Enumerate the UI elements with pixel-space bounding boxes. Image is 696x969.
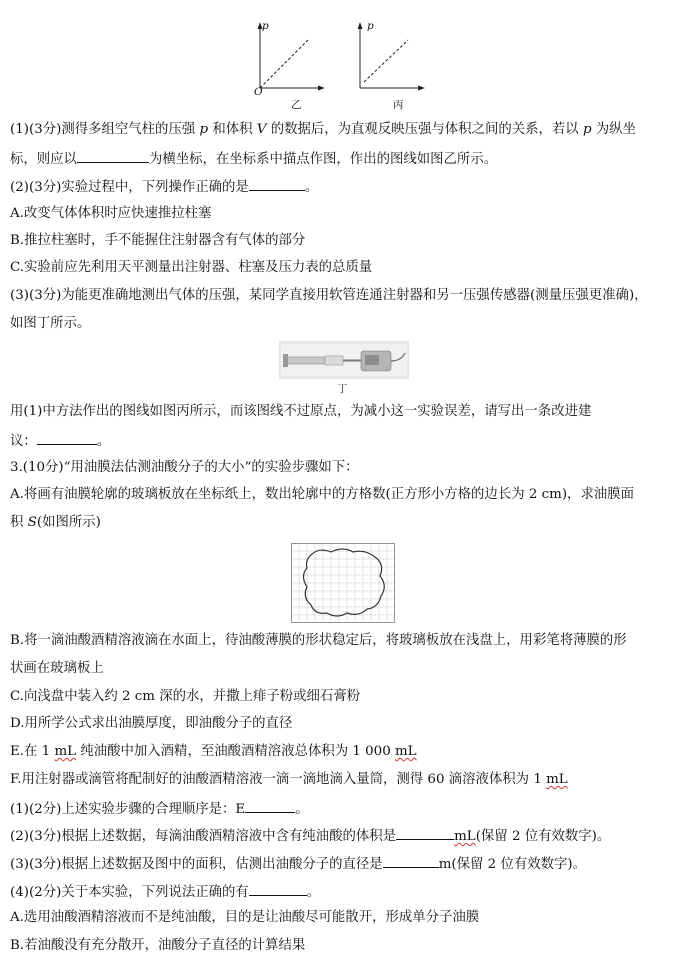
option-b: B.推拉柱塞时，手不能握住注射器含有气体的部分 <box>10 233 306 248</box>
option-3-a: A.选用油酸酒精溶液而不是纯油酸，目的是让油酸尽可能散开，形成单分子油膜 <box>10 910 480 925</box>
question-3-heading: 3.(10分)“用油膜法估测油酸分子的大小”的实验步骤如下： <box>10 460 359 475</box>
graph-bing-caption: 丙 <box>393 99 404 111</box>
answer-blank[interactable] <box>396 826 454 840</box>
question-1-line-2: 标，则应以 为横坐标，在坐标系中描点作图，作出的图线如图乙所示。 <box>10 149 497 169</box>
graph-yi <box>250 20 330 112</box>
question-3-1: (1)(2分)上述实验步骤的合理顺序是：E 。 <box>10 799 309 819</box>
step-b-line-1: B.将一滴油酸酒精溶液滴在水面上，待油酸薄膜的形状稳定后，将玻璃板放在浅盘上，用彩笔将薄膜的形 <box>10 633 627 648</box>
answer-blank[interactable] <box>383 854 439 868</box>
graph-yi-origin: O <box>254 86 263 98</box>
answer-blank[interactable] <box>249 177 305 191</box>
answer-blank[interactable] <box>37 431 97 445</box>
option-a: A.改变气体体积时应快速推拉柱塞 <box>10 206 212 221</box>
question-3-2: (2)(3分)根据上述数据，每滴油酸酒精溶液中含有纯油酸的体积是 mL(保留 2 位有效数字)。 <box>10 826 610 846</box>
question-3-line-1: (3)(3分)为能更准确地测出气体的压强，某同学直接用软管连通注射器和另一压强传感器(测量压强更准确)， <box>10 288 648 303</box>
step-c: C.向浅盘中装入约 2 cm 深的水，并撒上痱子粉或细石膏粉 <box>10 689 361 704</box>
question-1-line-1: (1)(3分)测得多组空气柱的压强 p 和体积 V 的数据后，为直观反映压强与体积之间的关系，若以 p 为纵坐 <box>10 122 636 137</box>
step-a-line-2: 积 S(如图所示) <box>10 515 101 530</box>
graph-bing-axis-label: p <box>367 20 374 32</box>
oil-film-grid <box>291 543 395 623</box>
graph-yi-caption: 乙 <box>291 99 302 111</box>
answer-blank[interactable] <box>249 882 307 896</box>
fade-overlay <box>318 928 696 954</box>
question-3-line-2: 如图丁所示。 <box>10 316 91 331</box>
option-3-b: B.若油酸没有充分散开，油酸分子直径的计算结果 <box>10 938 306 953</box>
suggestion-line-2: 议： 。 <box>10 431 110 451</box>
step-d: D.用所学公式求出油膜厚度，即油酸分子的直径 <box>10 716 293 731</box>
answer-blank[interactable] <box>245 799 295 813</box>
answer-blank[interactable] <box>77 149 149 163</box>
option-c: C.实验前应先利用天平测量出注射器、柱塞及压力表的总质量 <box>10 260 373 275</box>
graph-yi-axis-label: p <box>262 20 269 32</box>
syringe-photo <box>279 341 409 379</box>
step-b-line-2: 状画在玻璃板上 <box>10 661 104 676</box>
step-a-line-1: A.将画有油膜轮廓的玻璃板放在坐标纸上，数出轮廓中的方格数(正方形小方格的边长为 2 cm)，求油膜面 <box>10 487 635 502</box>
syringe-caption: 丁 <box>337 383 348 395</box>
question-3-3: (3)(3分)根据上述数据及图中的面积，估测出油酸分子的直径是 m(保留 2 位有效数字)。 <box>10 854 586 874</box>
question-3-4: (4)(2分)关于本实验，下列说法正确的有 。 <box>10 882 320 902</box>
graph-bing <box>350 20 430 112</box>
suggestion-line-1: 用(1)中方法作出的图线如图丙所示，而该图线不过原点，为减小这一实验误差，请写出一条改进建 <box>10 404 592 419</box>
question-2: (2)(3分)实验过程中，下列操作正确的是 。 <box>10 177 318 197</box>
step-e: E.在 1 mL 纯油酸中加入酒精，至油酸酒精溶液总体积为 1 000 mL <box>10 744 417 759</box>
step-f: F.用注射器或滴管将配制好的油酸酒精溶液一滴一滴地滴入量筒，测得 60 滴溶液体积为 1 mL <box>10 772 568 787</box>
